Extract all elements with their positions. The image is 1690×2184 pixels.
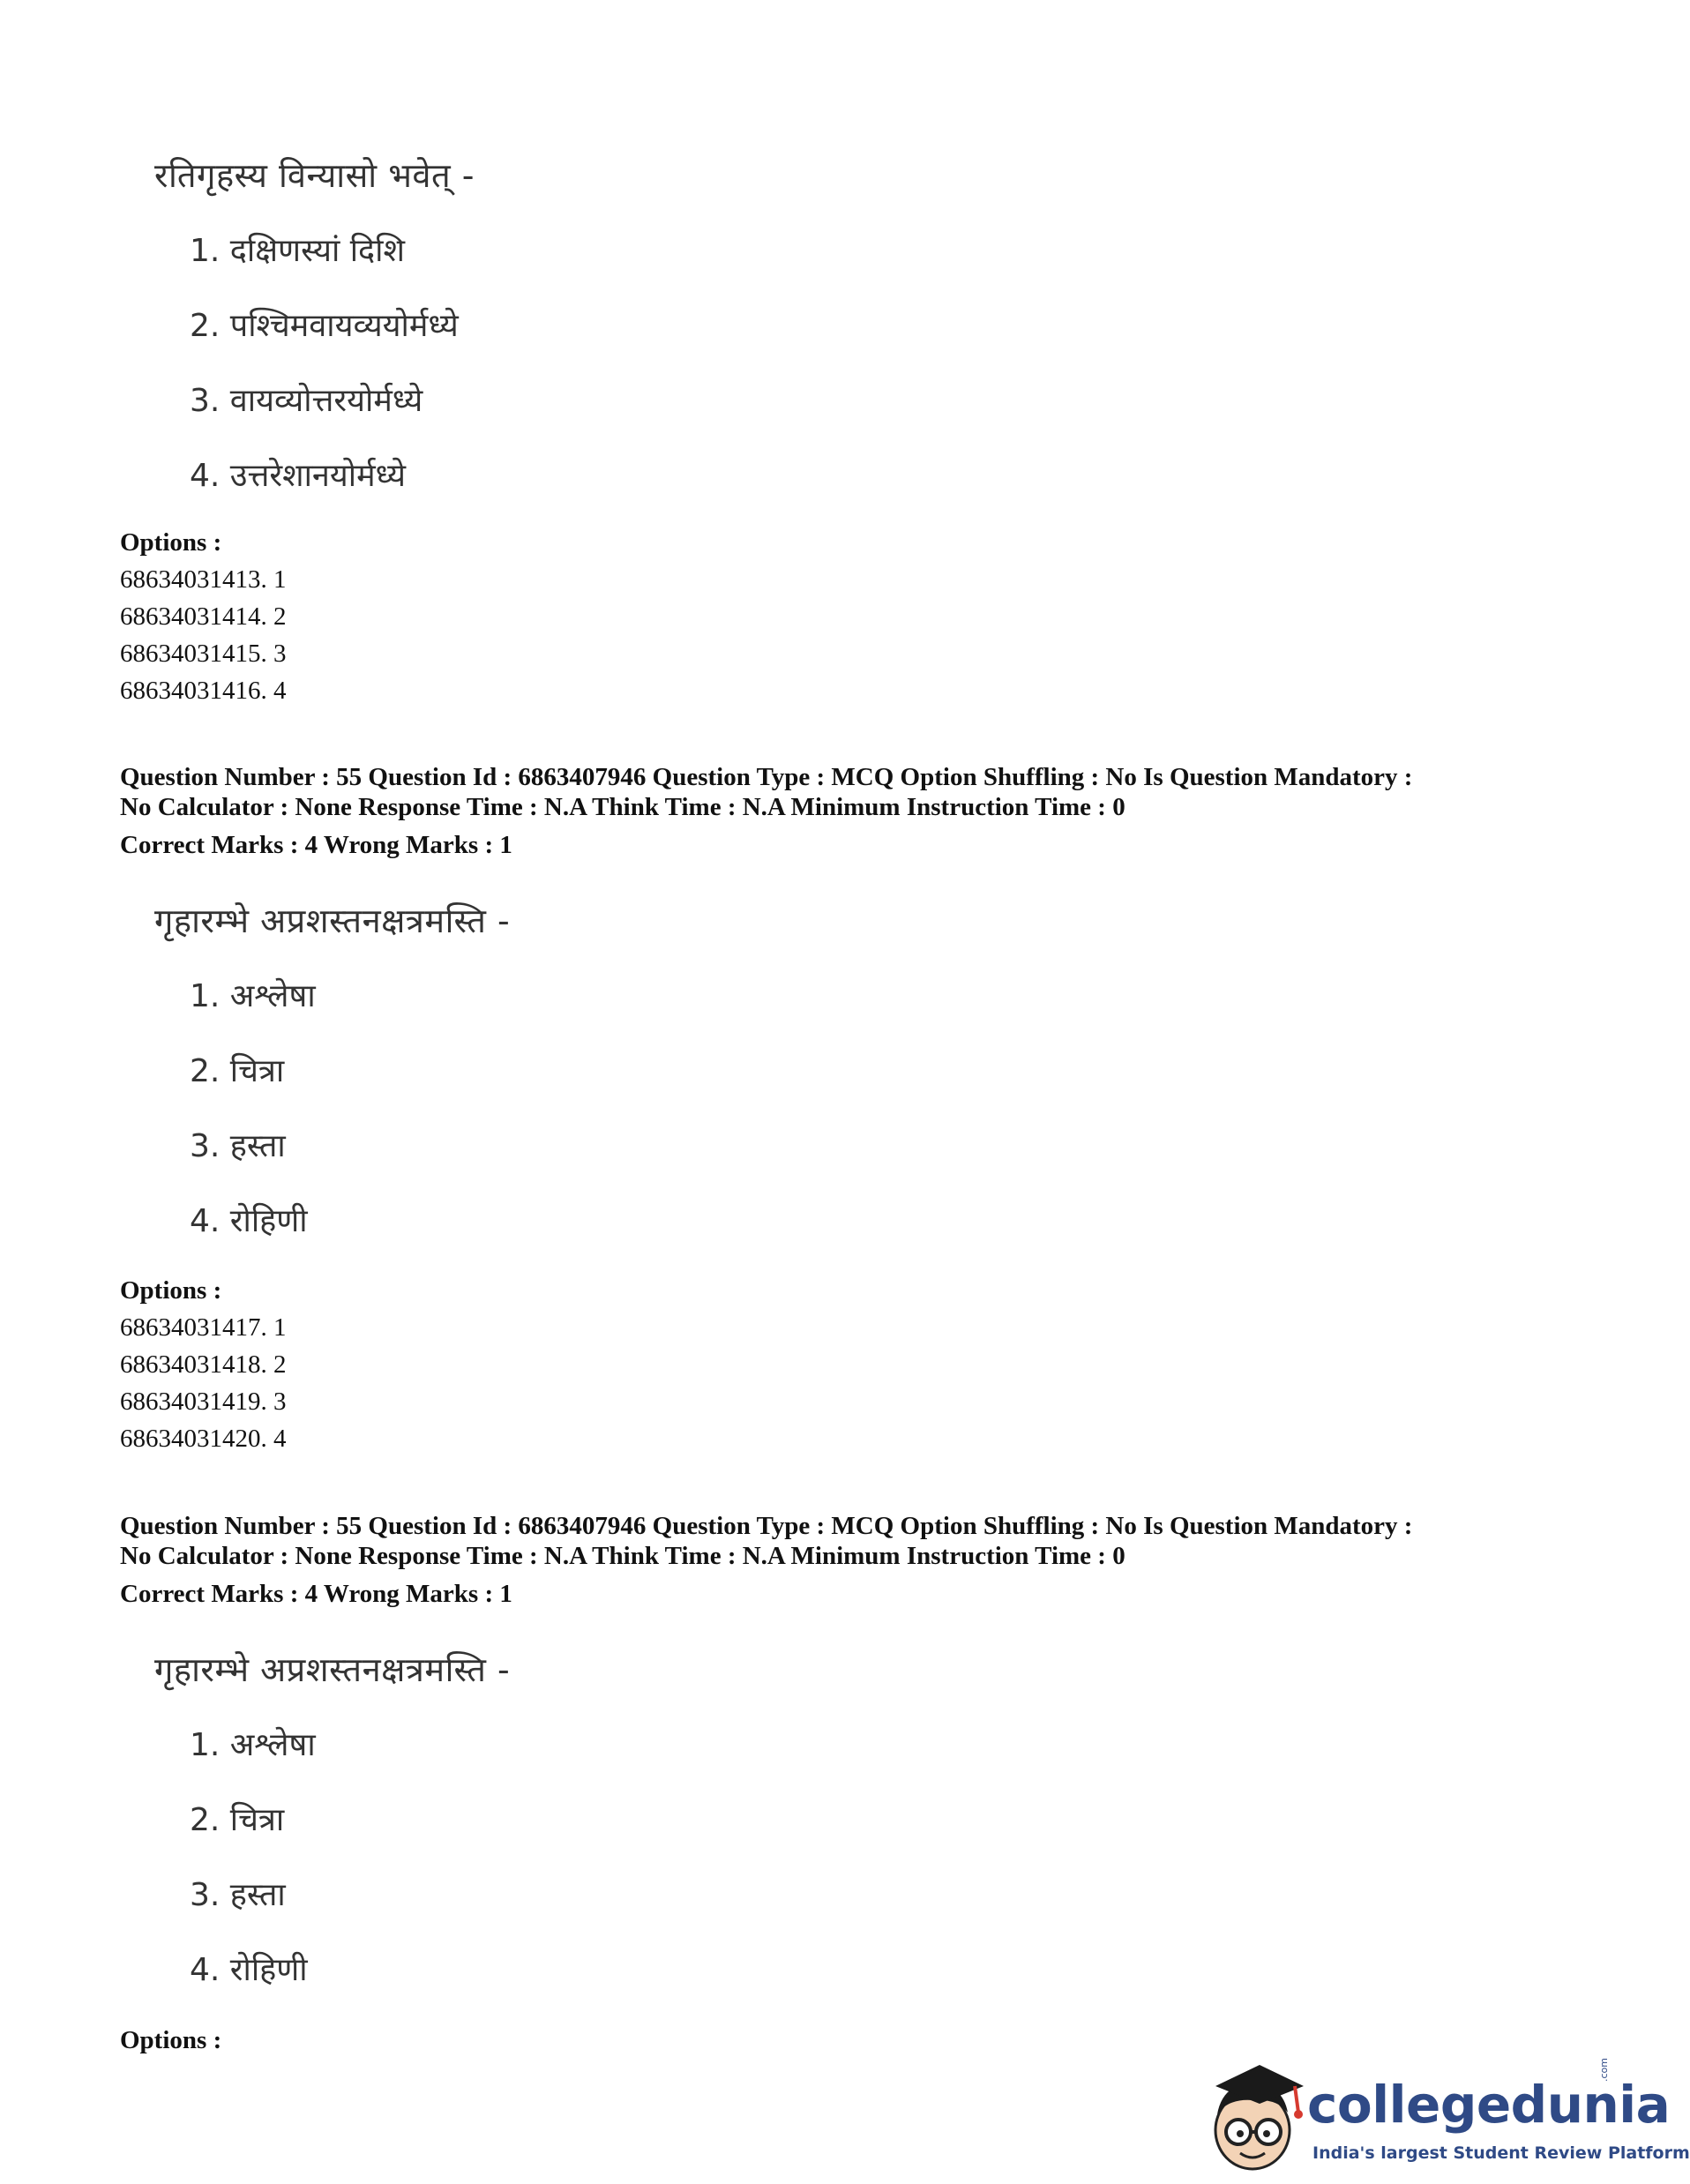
question-marks: Correct Marks : 4 Wrong Marks : 1 [120, 831, 512, 859]
question-stem: रतिगृहस्य विन्यासो भवेत् - [154, 156, 475, 195]
option-id: 68634031420. 4 [120, 1425, 287, 1453]
logo-wordmark: collegedunia [1307, 2075, 1671, 2135]
question-meta: No Calculator : None Response Time : N.A Think Time : N.A Minimum Instruction Time : 0 [120, 793, 1125, 821]
logo-domain-suffix: .com [1598, 2058, 1610, 2082]
question-choice: 3. हस्ता [190, 1128, 286, 1164]
options-label: Options : [120, 2026, 222, 2054]
option-id: 68634031417. 1 [120, 1313, 287, 1342]
question-meta: Question Number : 55 Question Id : 6863407946 Question Type : MCQ Option Shuffling : No Is Question Mandatory : [120, 1512, 1413, 1540]
question-choice: 1. दक्षिणस्यां दिशि [190, 233, 405, 269]
option-id: 68634031419. 3 [120, 1387, 287, 1416]
question-choice: 4. रोहिणी [190, 1203, 308, 1239]
question-stem: गृहारम्भे अप्रशस्तनक्षत्रमस्ति - [154, 1650, 511, 1689]
question-choice: 2. चित्रा [190, 1802, 285, 1838]
logo-tagline: India's largest Student Review Platform [1312, 2143, 1690, 2163]
question-choice: 3. वायव्योत्तरयोर्मध्ये [190, 383, 423, 419]
question-choice: 1. अश्लेषा [190, 1727, 316, 1763]
question-choice: 2. चित्रा [190, 1053, 285, 1089]
question-choice: 1. अश्लेषा [190, 978, 316, 1014]
question-marks: Correct Marks : 4 Wrong Marks : 1 [120, 1580, 512, 1608]
question-choice: 4. रोहिणी [190, 1952, 308, 1988]
question-stem: गृहारम्भे अप्रशस्तनक्षत्रमस्ति - [154, 901, 511, 940]
option-id: 68634031413. 1 [120, 565, 287, 594]
question-choice: 3. हस्ता [190, 1877, 286, 1913]
question-choice: 2. पश्चिमवायव्ययोर्मध्ये [190, 308, 459, 344]
options-label: Options : [120, 528, 222, 557]
question-choice: 4. उत्तरेशानयोर्मध्ये [190, 458, 407, 494]
question-meta: Question Number : 55 Question Id : 6863407946 Question Type : MCQ Option Shuffling : No Is Question Mandatory : [120, 763, 1413, 791]
option-id: 68634031415. 3 [120, 639, 287, 668]
option-id: 68634031414. 2 [120, 602, 287, 631]
option-id: 68634031416. 4 [120, 677, 287, 705]
options-label: Options : [120, 1276, 222, 1305]
option-id: 68634031418. 2 [120, 1350, 287, 1379]
question-meta: No Calculator : None Response Time : N.A Think Time : N.A Minimum Instruction Time : 0 [120, 1542, 1125, 1570]
